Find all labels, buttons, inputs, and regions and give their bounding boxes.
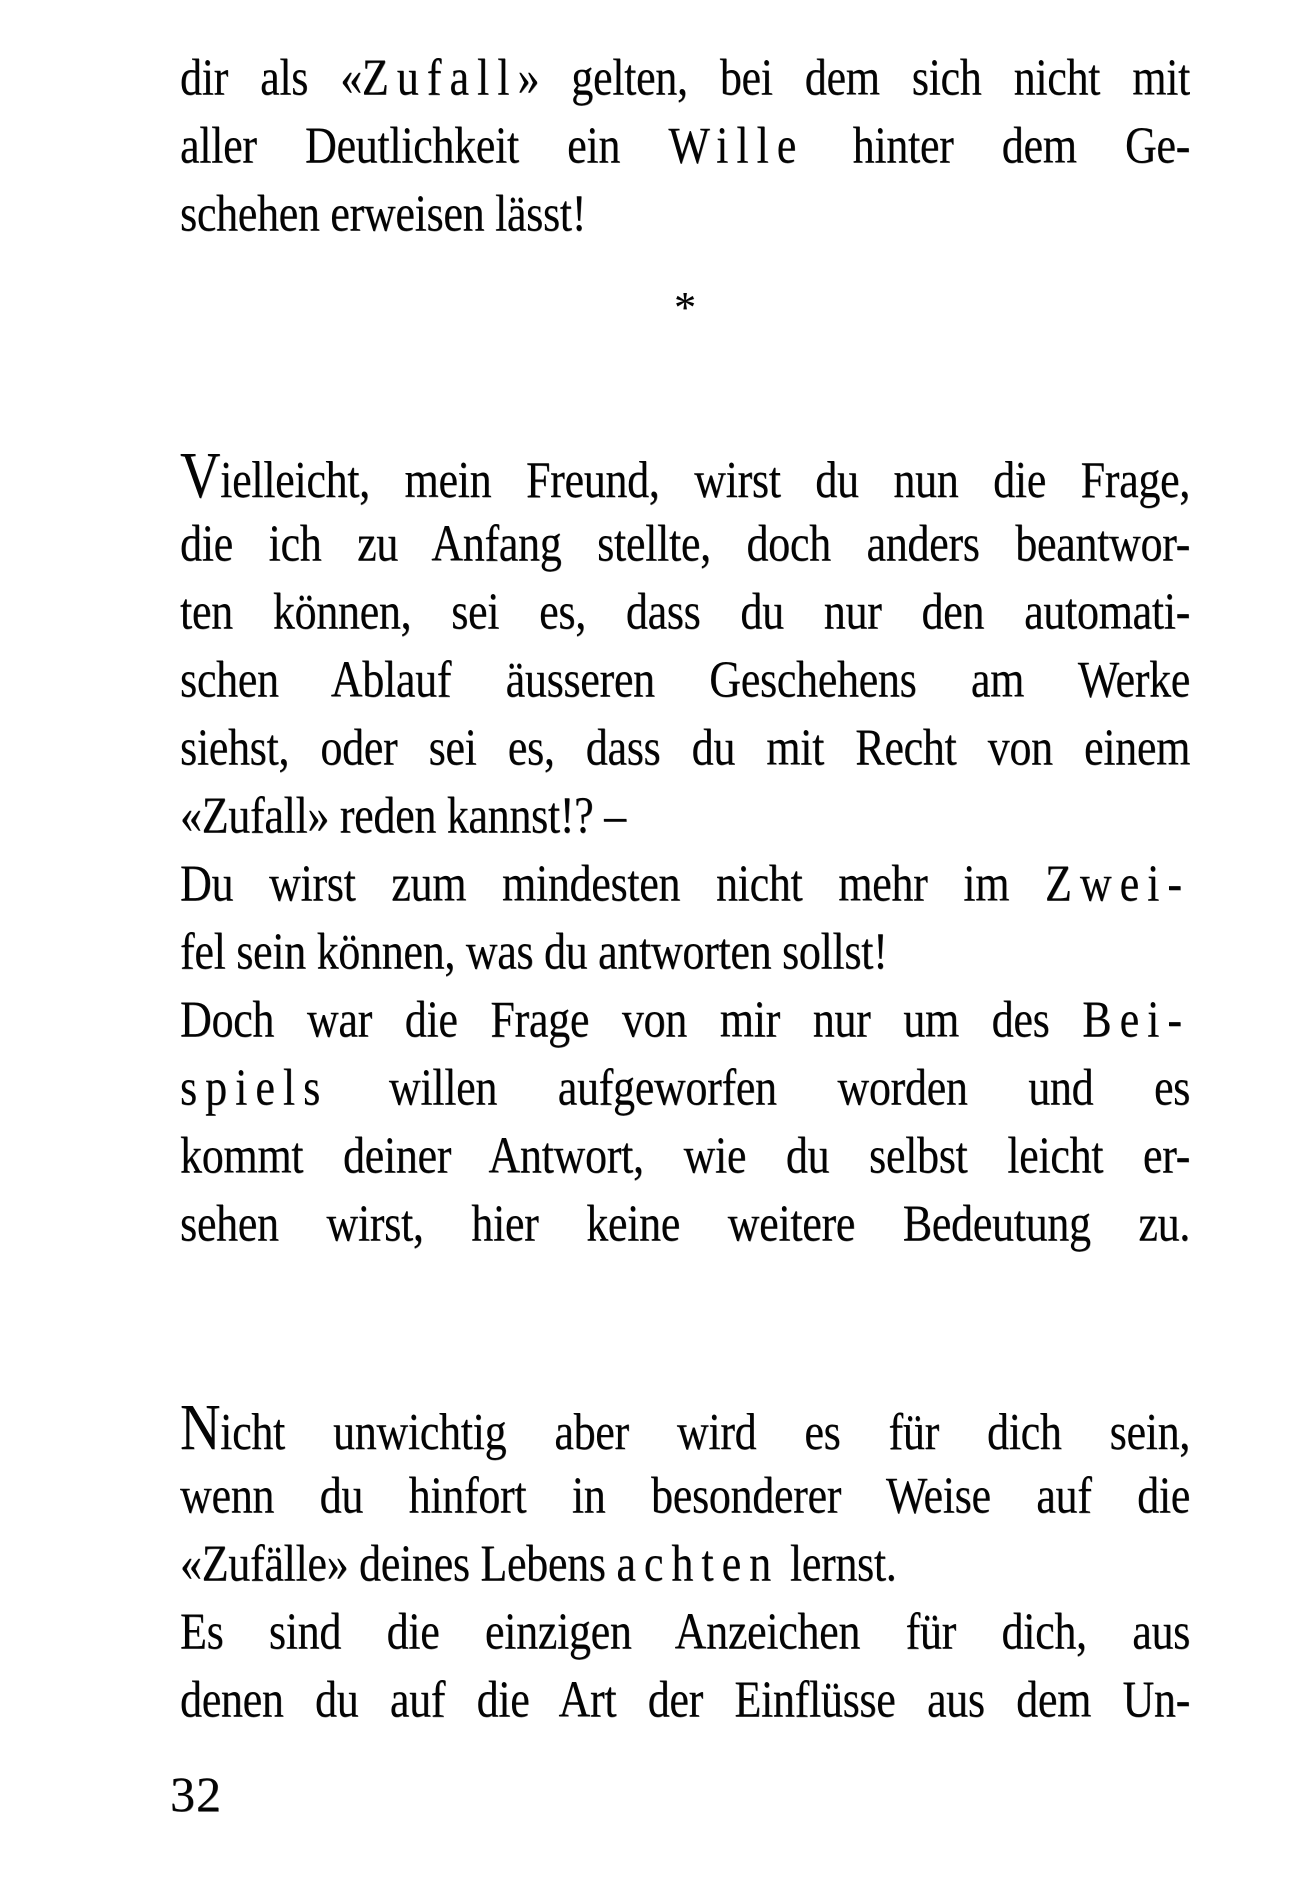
text-line: dir als «Zufall» gelten, bei dem sich nicht mit bbox=[180, 48, 1190, 107]
paragraph-initial: V bbox=[180, 439, 221, 513]
text-line: «Zufall» reden kannst!? – bbox=[180, 786, 626, 845]
letterspaced-word: Zwei- bbox=[1044, 854, 1190, 913]
text-line: fel sein können, was du antworten sollst! bbox=[180, 922, 888, 981]
text-line: aller Deutlichkeit ein Wille hinter dem Ge- bbox=[180, 116, 1190, 175]
text-line: Vielleicht, mein Freund, wirst du nun die Frage, bbox=[180, 439, 1190, 513]
text-line: Du wirst zum mindesten nicht mehr im Zwei- bbox=[180, 854, 1190, 913]
letterspaced-word: achten bbox=[616, 1534, 780, 1593]
p3 bbox=[180, 850, 1190, 986]
letterspaced-word: Zufall bbox=[361, 48, 518, 107]
p5 bbox=[180, 1391, 1190, 1598]
text-line: Nicht unwichtig aber wird es für dich sein, bbox=[180, 1391, 1190, 1465]
text-line: denen du auf die Art der Einflüsse aus dem Un- bbox=[180, 1670, 1190, 1729]
text-line: «Zufälle» deines Lebens achten lernst. bbox=[180, 1534, 897, 1593]
p4 bbox=[180, 986, 1190, 1258]
letterspaced-word: Wille bbox=[668, 116, 805, 175]
asterisk-symbol: * bbox=[674, 283, 696, 332]
text-line: wenn du hinfort in besonderer Weise auf die bbox=[180, 1466, 1190, 1525]
text-line: die ich zu Anfang stellte, doch anders beantwor- bbox=[180, 514, 1190, 573]
page-number: 32 bbox=[170, 1766, 222, 1822]
text-line: schehen erweisen lässt! bbox=[180, 184, 587, 243]
p1 bbox=[180, 44, 1190, 248]
text-line: ten können, sei es, dass du nur den automati- bbox=[180, 582, 1190, 641]
text-line: spiels willen aufgeworfen worden und es bbox=[180, 1058, 1190, 1117]
p2 bbox=[180, 439, 1190, 850]
text-column bbox=[180, 44, 1190, 1734]
text-line: Es sind die einzigen Anzeichen für dich, aus bbox=[180, 1602, 1190, 1661]
sep bbox=[180, 268, 1190, 336]
text-line: kommt deiner Antwort, wie du selbst leicht er- bbox=[180, 1126, 1190, 1185]
letterspaced-word: spiels bbox=[180, 1058, 329, 1117]
letterspaced-word: Bei- bbox=[1082, 990, 1190, 1049]
paragraph-initial: N bbox=[180, 1391, 221, 1465]
text-line: sehen wirst, hier keine weitere Bedeutung zu. bbox=[180, 1194, 1190, 1253]
text-line: siehst, oder sei es, dass du mit Recht von einem bbox=[180, 718, 1190, 777]
text-line: Doch war die Frage von mir nur um des Bei- bbox=[180, 990, 1190, 1049]
text-line: schen Ablauf äusseren Geschehens am Werke bbox=[180, 650, 1190, 709]
p6 bbox=[180, 1598, 1190, 1734]
